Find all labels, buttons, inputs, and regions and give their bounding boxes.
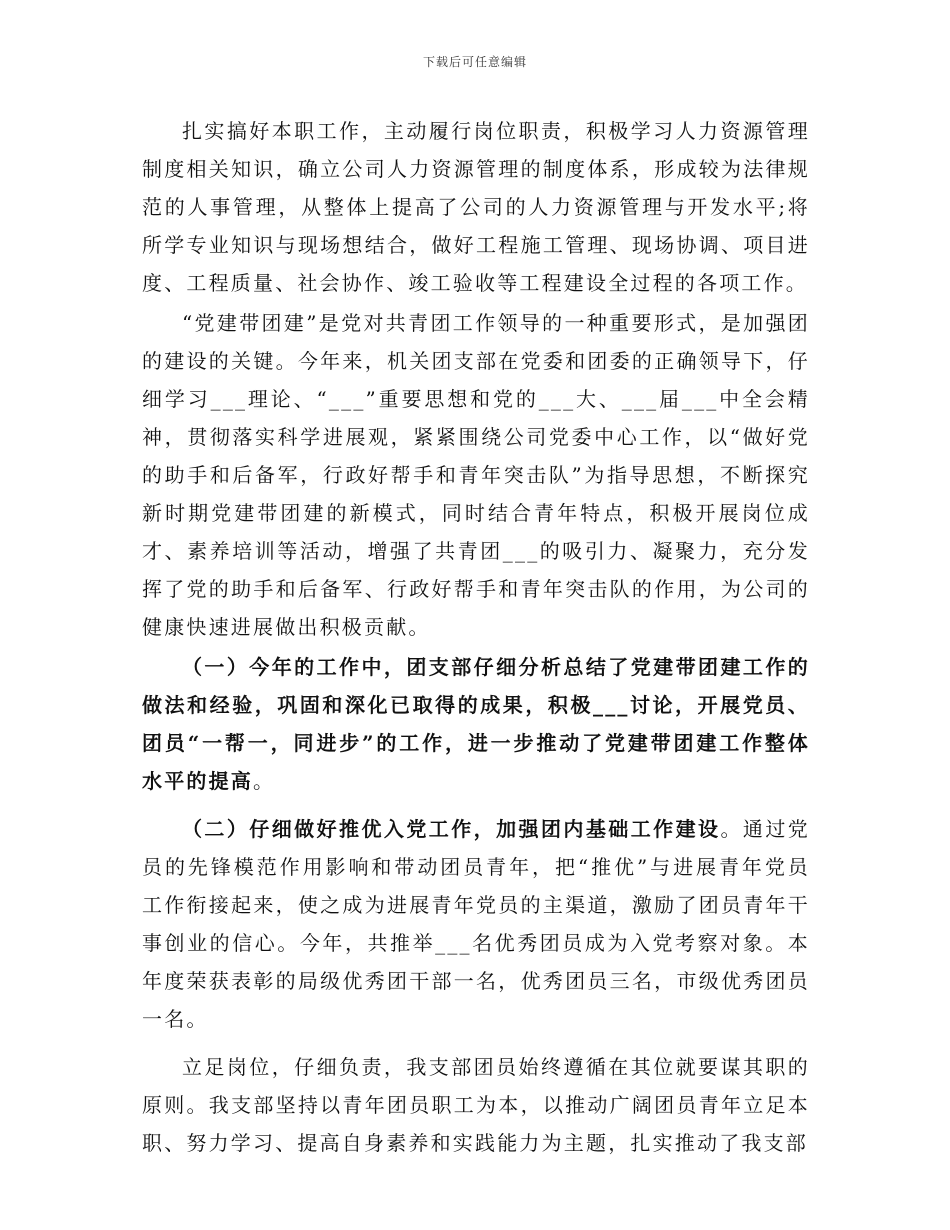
page-header: 下载后可任意编辑	[422, 55, 527, 69]
paragraph-post-duties: 立足岗位，仔细负责，我支部团员始终遵循在其位就要谋其职的原则。我支部坚持以青年团员职工为本，以推动广阔团员青年立足本职、努力学习、提高自身素养和实践能力为主题，扎实推动了我支部	[142, 1055, 810, 1155]
section-two-text: 。通过党员的先锋模范作用影响和带动团员青年，把“推优”与进展青年党员工作衔接起来，使之成为进展青年党员的主渠道，激励了团员青年干事创业的信心。今年，共推举___名优秀团员成为入党考察对象。本年度荣获表彰的局级优秀团干部一名，优秀团员三名，市级优秀团员一名。	[142, 817, 810, 1031]
document-body	[142, 112, 810, 1162]
paragraph-section-one	[142, 648, 810, 800]
paragraph-section-two	[142, 810, 810, 1038]
paragraph-party-building: “党建带团建”是党对共青团工作领导的一种重要形式，是加强团的建设的关键。今年来，机关团支部在党委和团委的正确领导下，仔细学习___理论、“___”重要思想和党的___大、___届___中全会精神，贯彻落实科学进展观，紧紧围绕公司党委中心工作，以“做好党的助手和后备军，行政好帮手和青年突击队”为指导思想，不断探究新时期党建带团建的新模式，同时结合青年特点，积极开展岗位成才、素养培训等活动，增强了共青团___的吸引力、凝聚力，充分发挥了党的助手和后备军、行政好帮手和青年突击队的作用，为公司的健康快速进展做出积极贡献。	[142, 311, 810, 639]
section-two-heading: （二）仔细做好推优入党工作，加强团内基础工作建设	[182, 817, 721, 841]
section-one-text: 。	[253, 769, 276, 793]
paragraph-work-duties: 扎实搞好本职工作，主动履行岗位职责，积极学习人力资源管理制度相关知识，确立公司人力资源管理的制度体系，形成较为法律规范的人事管理，从整体上提高了公司的人力资源管理与开发水平;将所学专业知识与现场想结合，做好工程施工管理、现场协调、项目进度、工程质量、社会协作、竣工验收等工程建设全过程的各项工作。	[142, 119, 810, 295]
section-one-heading: （一）今年的工作中，团支部仔细分析总结了党建带团建工作的做法和经验，巩固和深化已取得的成果，积极___讨论，开展党员、团员“一帮一，同进步”的工作，进一步推动了党建带团建工作整体水平的提高	[142, 655, 810, 793]
